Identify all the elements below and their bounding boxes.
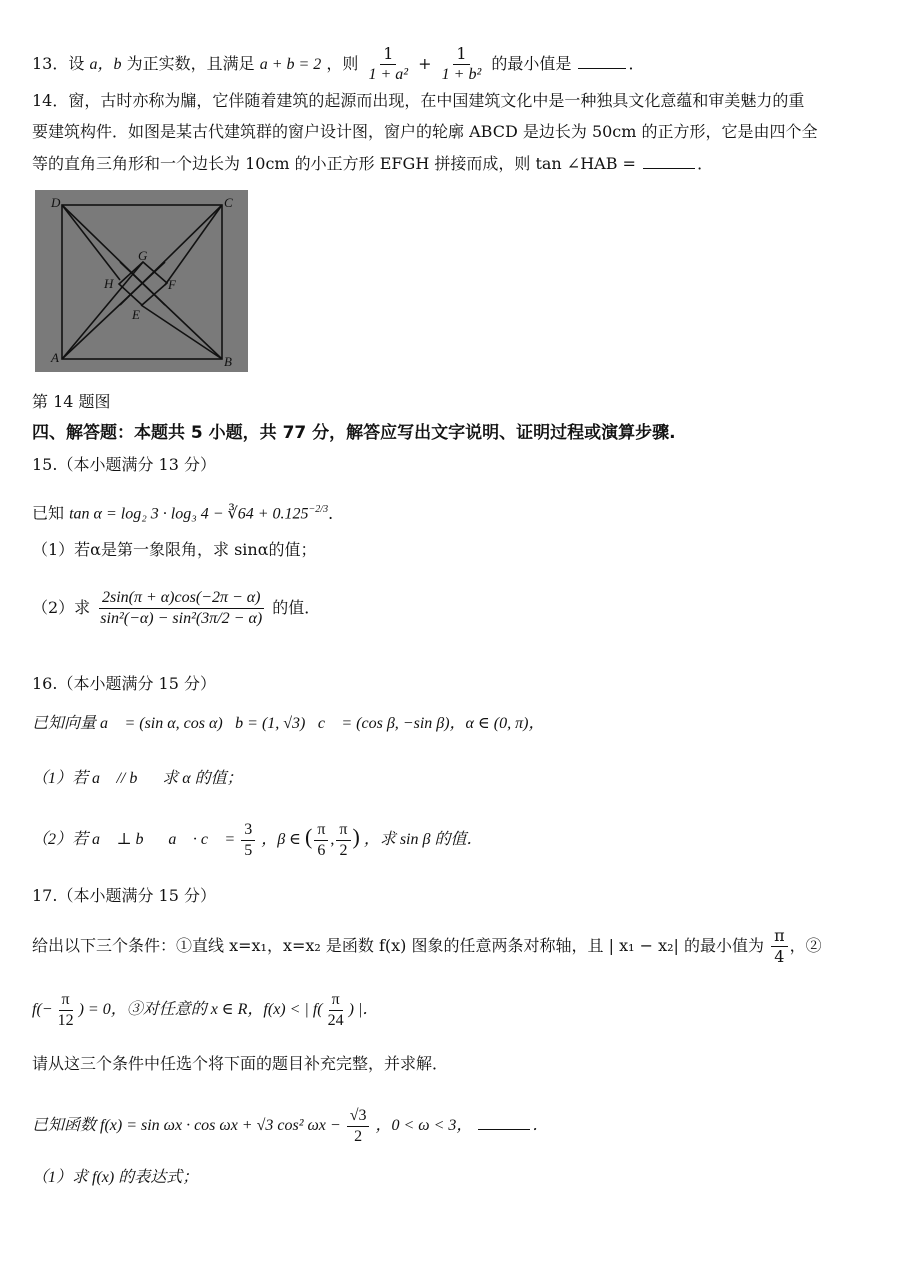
q17-cond-2-pre: f(−	[32, 1001, 53, 1019]
frac-den: 1 + a²	[368, 66, 409, 83]
frac-den: 4	[774, 947, 785, 966]
q13-text: 为正实数，且满足	[126, 54, 255, 73]
frac-den: 1 + b²	[441, 66, 482, 83]
label-f: F	[168, 277, 176, 292]
q15-title: 15.（本小题满分 13 分）	[32, 455, 216, 474]
q17-cond-1-text: 给出以下三个条件：①直线 x=x₁，x=x₂ 是函数 f(x) 图象的任意两条对称轴，且 | x₁ − x₂| 的最小值为	[32, 936, 765, 955]
q17-cond-3-fraction	[325, 990, 347, 1031]
q15-given-end: ．	[328, 503, 345, 523]
q13-fraction-1	[365, 44, 411, 85]
q15-given-pre: 已知	[32, 503, 65, 523]
q13-label: 13．设	[32, 54, 85, 73]
frac-num: √3	[347, 1106, 370, 1127]
section-4-heading: 四、解答题：本题共 5 小题，共 77 分，解答应写出文字说明、证明过程或演算步骤.	[32, 423, 676, 443]
q17-given-pre: 已知函数 f(x) = sin ωx · cos ωx + √3 cos² ωx −	[32, 1117, 341, 1135]
q17-title: 17.（本小题满分 15 分）	[32, 886, 216, 905]
q17-cond-2-marker: ，②	[789, 936, 822, 955]
q15-part-2	[32, 588, 320, 629]
q16-interval-right	[336, 820, 350, 861]
frac-num: 3	[241, 820, 255, 841]
q13-line	[32, 44, 644, 85]
q14-line-3	[32, 154, 713, 174]
q16-part-2-post: ，求 sin β 的值．	[363, 831, 483, 849]
q15-given-expr: tan α = log₂ 3 · log₃ 4 − ∛64 + 0.125	[69, 505, 309, 523]
frac-den: 6	[317, 842, 326, 859]
window-diagram	[35, 190, 248, 372]
line-d-f	[62, 205, 165, 305]
line-a-h	[62, 262, 143, 359]
q13-answer-blank[interactable]	[578, 54, 626, 69]
q13-condition: a + b = 2	[259, 56, 322, 73]
frac-num: 1	[453, 44, 469, 65]
q16-part-2-mid: ，β ∈	[261, 831, 302, 849]
label-b: B	[224, 354, 232, 369]
q14-line-2: 要建筑构件．如图是某古代建筑群的窗户设计图，窗户的轮廓 ABCD 是边长为 50cm 的正方形，它是由四个全	[32, 122, 818, 141]
q15-part-1: （1）若α是第一象限角，求 sinα的值；	[32, 540, 317, 559]
q13-vars: a，b	[89, 56, 122, 73]
q15-fraction	[97, 588, 265, 629]
frac-den: sin²(−α) − sin²(3π/2 − α)	[100, 610, 263, 627]
q14-line-3-text: 等的直角三角形和一个边长为 10cm 的小正方形 EFGH 拼接而成，则 tan ∠HAB =	[32, 154, 636, 173]
q14-line-1: 14．窗，古时亦称为牖，它伴随着建筑的起源而出现，在中国建筑文化中是一种独具文化意蕴和审美魅力的重	[32, 91, 805, 110]
q17-condition-blank[interactable]	[478, 1115, 530, 1130]
q14-answer-blank[interactable]	[643, 154, 695, 169]
label-d: D	[51, 195, 61, 210]
q17-given-fraction	[347, 1106, 370, 1147]
q17-cond-3-text: ) = 0，③对任意的 x ∈ R，f(x) < | f(	[78, 1001, 323, 1019]
frac-num: π	[59, 990, 73, 1011]
q13-end: ．	[628, 54, 645, 73]
q16-part-1: （1）若 a⃗ // b⃗，求 α 的值；	[32, 770, 243, 787]
window-diagram-svg	[35, 190, 248, 372]
q17-part-1: （1）求 f(x) 的表达式；	[32, 1169, 199, 1186]
q17-given	[32, 1106, 548, 1147]
q17-cond-3-post: ) |．	[348, 1001, 379, 1019]
frac-num: π	[771, 926, 788, 947]
q13-then: ，则	[326, 54, 359, 73]
close-paren: )	[352, 824, 360, 850]
frac-num: π	[336, 820, 350, 841]
q17-cond-2-fraction	[55, 990, 77, 1031]
line-b-e	[141, 305, 222, 359]
q16-interval-left	[314, 820, 328, 861]
q16-fraction	[241, 820, 255, 861]
q17-conditions-line-1	[32, 926, 822, 967]
q16-given: 已知向量 a⃗ = (sin α, cos α)，b = (1, √3)，c⃗ = (cos β, −sin β)，α ∈ (0, π)，	[32, 715, 545, 732]
q16-title: 16.（本小题满分 15 分）	[32, 674, 216, 693]
frac-den: 2	[354, 1128, 363, 1145]
label-a: A	[51, 350, 59, 365]
comma: ,	[330, 831, 335, 849]
q15-part-2-pre: （2）求	[32, 598, 91, 617]
q15-given	[32, 500, 344, 524]
q14-end: ．	[697, 154, 714, 173]
frac-den: 12	[57, 1012, 74, 1029]
q16-part-2	[32, 820, 482, 861]
label-e: E	[132, 307, 140, 322]
line-c-f	[165, 205, 222, 285]
q15-part-2-post: 的值．	[272, 598, 321, 617]
line-d-g	[62, 205, 120, 280]
q14-figure-caption: 第 14 题图	[32, 392, 111, 411]
frac-num: π	[329, 990, 343, 1011]
open-paren: (	[305, 824, 313, 850]
plus-sign: +	[418, 54, 432, 73]
frac-den: 2	[339, 842, 348, 859]
frac-num: 1	[380, 44, 396, 65]
q17-given-end: ．	[532, 1117, 549, 1135]
label-h: H	[104, 276, 114, 291]
q17-instruction: 请从这三个条件中任选个将下面的题目补充完整，并求解．	[32, 1054, 449, 1073]
frac-num: 2sin(π + α)cos(−2π − α)	[99, 588, 264, 609]
q16-part-2-pre: （2）若 a⃗ ⊥ b⃗，a⃗ · c⃗ =	[32, 831, 236, 849]
frac-num: π	[314, 820, 328, 841]
frac-den: 5	[244, 842, 253, 859]
label-c: C	[224, 195, 233, 210]
frac-den: 24	[327, 1012, 344, 1029]
q17-given-post: ，0 < ω < 3，	[375, 1117, 473, 1135]
q15-exponent: −2/3	[308, 504, 329, 515]
q17-cond-1-fraction	[771, 926, 788, 967]
label-g: G	[138, 248, 148, 263]
q17-conditions-line-2	[32, 990, 378, 1031]
q13-post: 的最小值是	[491, 54, 572, 73]
q13-fraction-2	[439, 44, 485, 85]
